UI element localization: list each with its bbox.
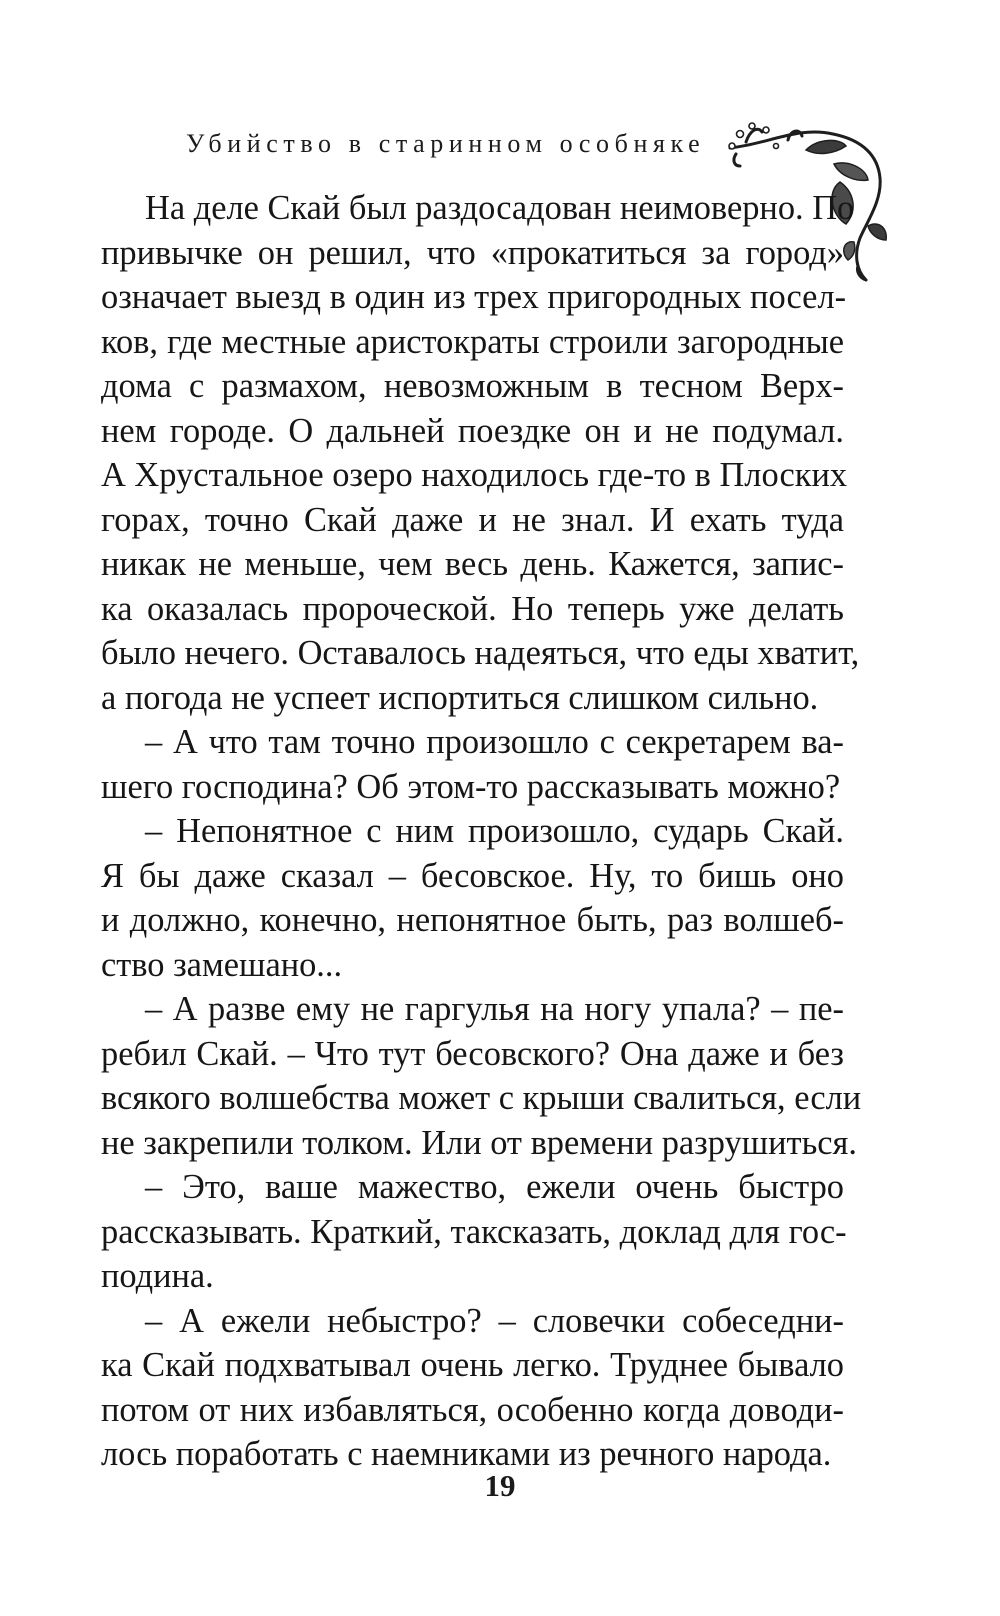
text-line: нем городе. О дальней поездке он и не подумал. <box>101 411 844 450</box>
text-line: – А что там точно произошло с секретарем ва- <box>145 723 844 761</box>
text-line: шего господина? Об этом-то рассказывать можно? <box>101 767 841 806</box>
text-line: лось поработать с наемниками из речного народа. <box>101 1435 832 1473</box>
page-number: 19 <box>484 1468 516 1503</box>
text-line: – А разве ему не гаргулья на ногу упала? – пе- <box>145 990 844 1028</box>
text-line: ков, где местные аристократы строили загородные <box>101 322 844 361</box>
text-line: – Это, ваше мажество, ежели очень быстро <box>145 1168 844 1206</box>
text-line: – А ежели небыстро? – словечки собеседни- <box>145 1301 844 1340</box>
text-line: ство замешано... <box>101 945 343 984</box>
text-line: было нечего. Оставалось надеяться, что еды хватит, <box>101 634 860 672</box>
text-line: дома с размахом, невозможным в тесном Верх- <box>101 367 844 405</box>
text-line: горах, точно Скай даже и не знал. И ехать туда <box>101 500 844 539</box>
text-line: ка Скай подхватывал очень легко. Труднее бывало <box>101 1346 844 1384</box>
text-line: ка оказалась пророческой. Но теперь уже делать <box>101 589 844 628</box>
text-line: а погода не успеет испортиться слишком сильно. <box>101 678 819 717</box>
text-line: никак не меньше, чем весь день. Кажется, запис- <box>101 545 844 583</box>
text-line: – Непонятное с ним произошло, сударь Скай. <box>145 812 844 850</box>
text-line: привычке он решил, что «прокатиться за город» <box>101 233 844 272</box>
text-line: потом от них избавляться, особенно когда доводи- <box>101 1390 844 1429</box>
text-line: всякого волшебства может с крыши свалиться, если <box>101 1079 862 1117</box>
text-line: рассказывать. Краткий, таксказать, доклад для гос- <box>101 1212 847 1251</box>
text-line: подина. <box>101 1257 214 1295</box>
body-text <box>101 186 862 1477</box>
text-line: не закрепили толком. Или от времени разрушиться. <box>101 1123 857 1162</box>
text-line: и должно, конечно, непонятное быть, раз волшеб- <box>101 901 844 939</box>
text-line: На деле Скай был раздосадован неимоверно. По <box>145 189 855 227</box>
text-line: ребил Скай. – Что тут бесовского? Она даже и без <box>101 1034 844 1073</box>
running-head: Убийство в старинном особняке <box>186 129 706 158</box>
text-line: Я бы даже сказал – бесовское. Ну, то бишь оно <box>101 856 844 895</box>
text-line: А Хрустальное озеро находилось где-то в Плоских <box>101 456 848 494</box>
text-line: означает выезд в один из трех пригородных посел- <box>101 278 847 316</box>
